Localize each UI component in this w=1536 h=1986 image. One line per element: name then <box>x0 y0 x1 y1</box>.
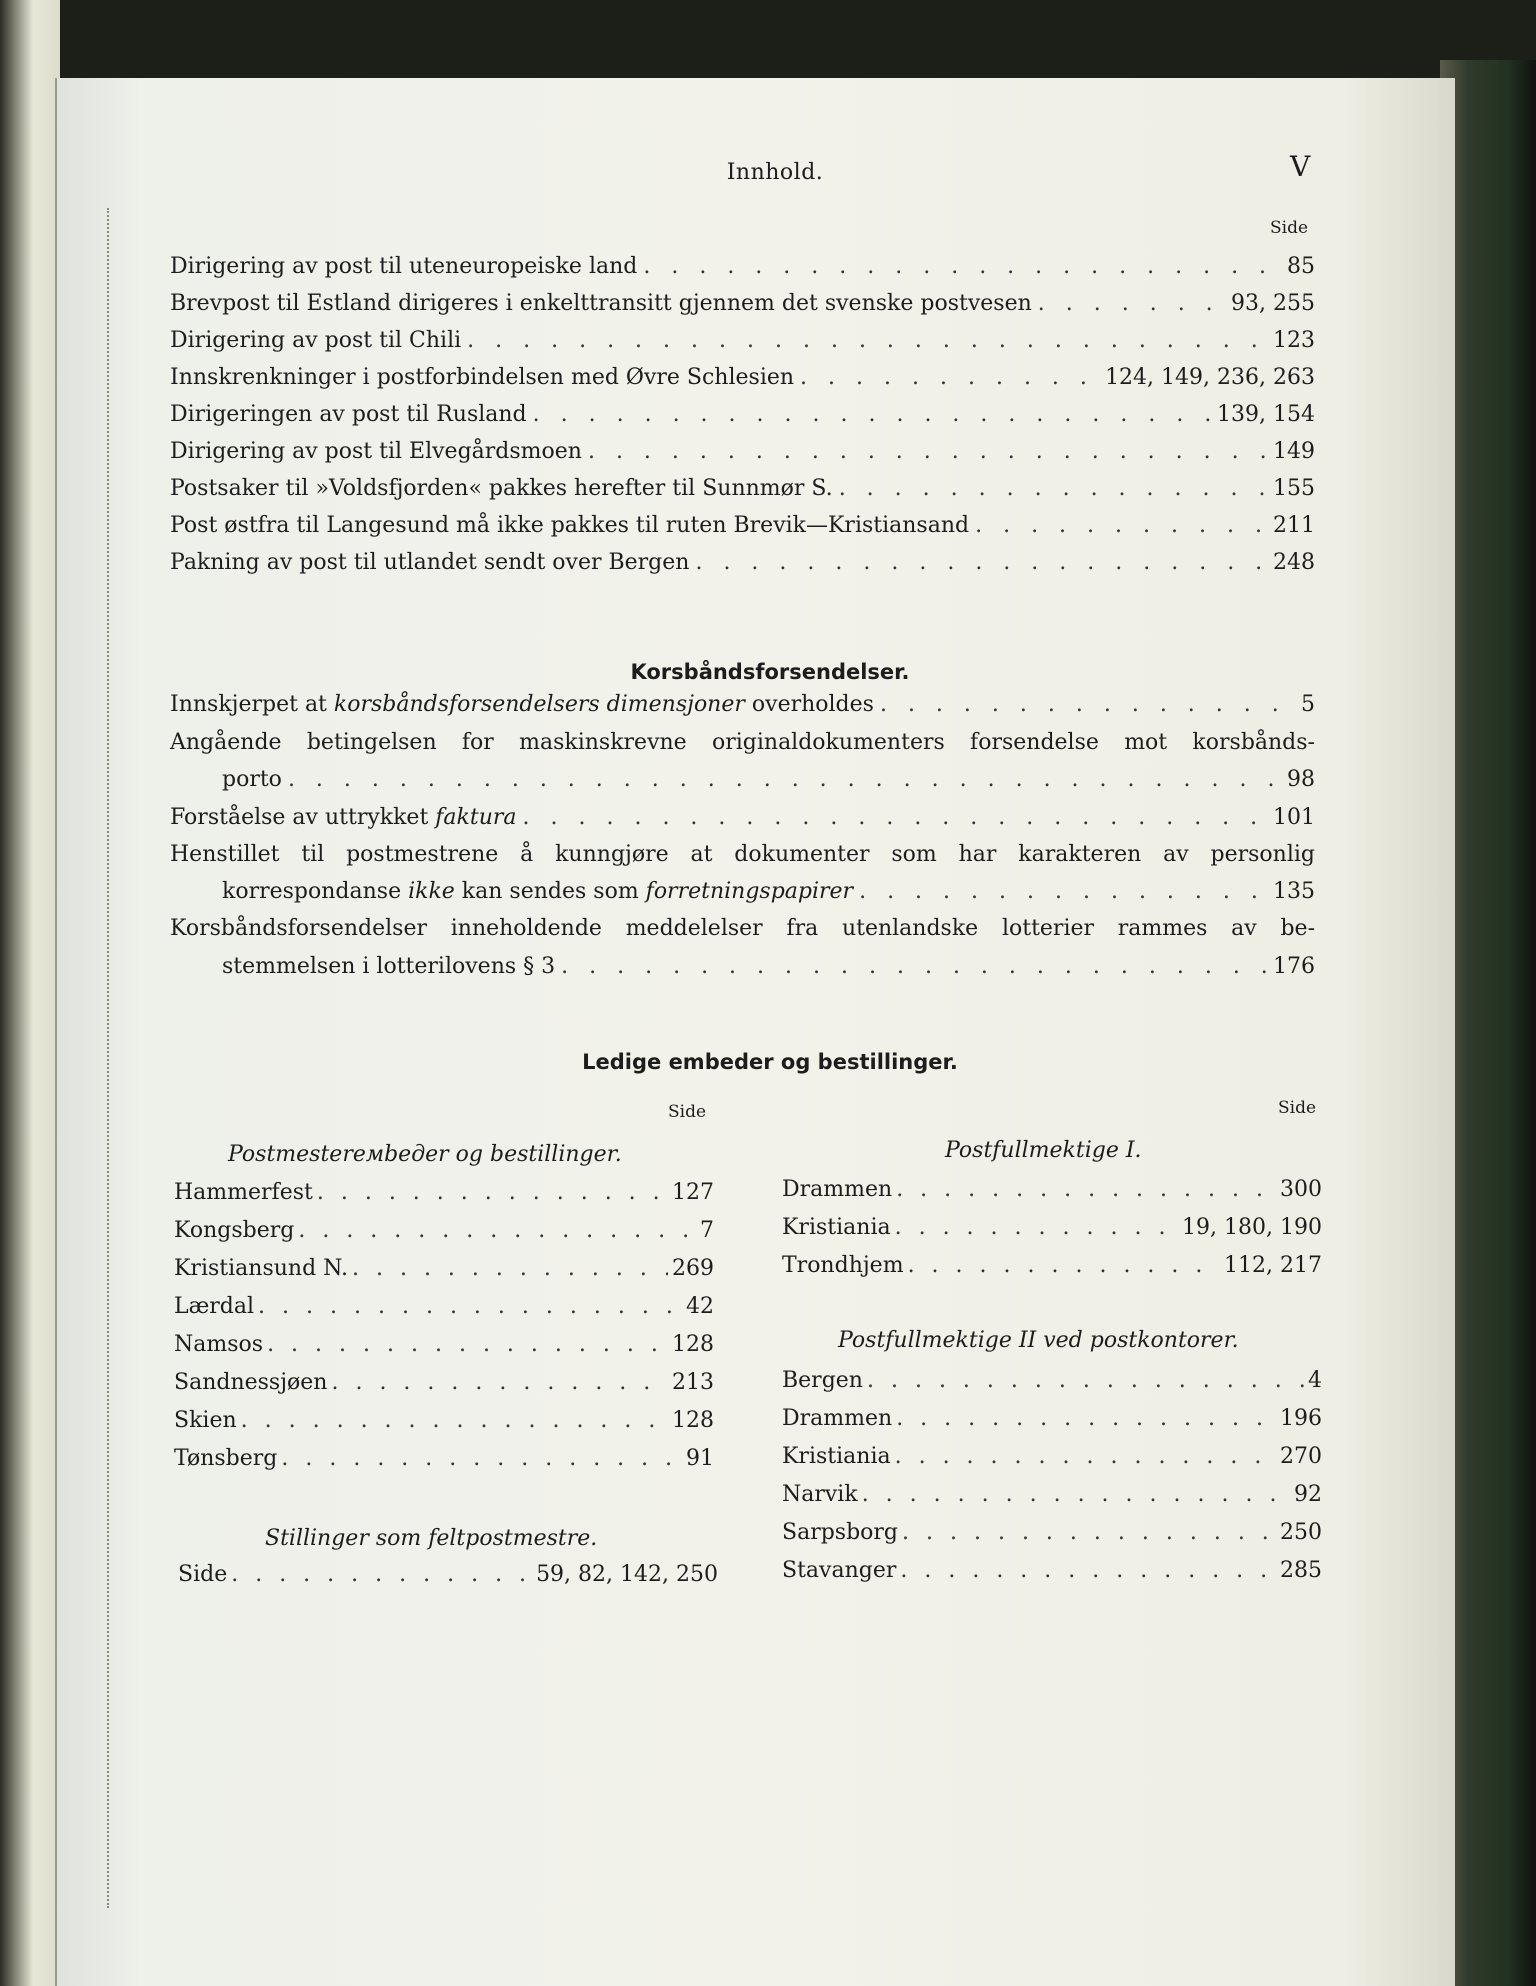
list-item: Kristiansund N. . . . 269 <box>174 1254 714 1284</box>
right-side-label: Side <box>1278 1098 1317 1118</box>
list-item: Kristiania . . . 19, 180, 190 <box>782 1213 1322 1243</box>
toc-entry: Innskjerpet at korsbåndsforsendelsers dimensjoner overholdes . . . 5 <box>170 690 1315 720</box>
left-side-label: Side <box>668 1102 707 1122</box>
page-number: V <box>1290 150 1311 183</box>
toc-entry: korrespondanse ikke kan sendes som forretningspapirer . . . 135 <box>222 877 1315 907</box>
toc-entry: Dirigeringen av post til Rusland . . . 139, 154 <box>170 400 1315 430</box>
left-subheading: Postmestereмbeдer og bestillinger. <box>228 1142 622 1167</box>
toc-entry: stemmelsen i lotterilovens § 3 . . . 176 <box>222 952 1315 982</box>
toc-entry: Dirigering av post til Chili . . . 123 <box>170 326 1315 356</box>
list-item: Kristiania . . . 270 <box>782 1442 1322 1472</box>
toc-entry: Brevpost til Estland dirigeres i enkelttransitt gjennem det svenske postvesen . . . 93, 255 <box>170 289 1315 319</box>
list-item: Trondhjem . . . 112, 217 <box>782 1251 1322 1281</box>
toc-entry: Dirigering av post til Elvegårdsmoen . . . 149 <box>170 437 1315 467</box>
right-subheading-2: Postfullmektige II ved postkontorer. <box>838 1328 1239 1353</box>
list-item: Narvik . . . 92 <box>782 1480 1322 1510</box>
toc-entry: Pakning av post til utlandet sendt over Bergen . . . 248 <box>170 548 1315 578</box>
list-item: Namsos . . . 128 <box>174 1330 714 1360</box>
toc-entry: Post østfra til Langesund må ikke pakkes til ruten Brevik—Kristiansand . . . 211 <box>170 511 1315 541</box>
list-item: Side . . . 59, 82, 142, 250 <box>178 1560 718 1590</box>
list-item: Tønsberg . . . 91 <box>174 1444 714 1474</box>
toc-entry: Postsaker til »Voldsfjorden« pakkes herefter til Sunnmør S. . . . 155 <box>170 474 1315 504</box>
toc-entry: Dirigering av post til uteneuropeiske land . . . 85 <box>170 252 1315 282</box>
running-head: Innhold. <box>726 160 824 185</box>
list-item: Drammen . . . 196 <box>782 1404 1322 1434</box>
binding-stitch <box>107 208 115 1908</box>
list-item: Bergen . . . 4 <box>782 1366 1322 1396</box>
section-heading-korsband: Korsbåndsforsendelser. <box>630 660 910 684</box>
toc-entry: Innskrenkninger i postforbindelsen med Øvre Schlesien . . . 124, 149, 236, 263 <box>170 363 1315 393</box>
side-column-label: Side <box>1270 218 1309 238</box>
toc-entry-line: Henstillet til postmestrene å kunngjøre at dokumenter som har karakteren av personlig <box>170 842 1315 867</box>
list-item: Lærdal . . . 42 <box>174 1292 714 1322</box>
toc-entry-line: Korsbåndsforsendelser inneholdende meddelelser fra utenlandske lotterier rammes av be- <box>170 916 1315 941</box>
list-item: Hammerfest . . . 127 <box>174 1178 714 1208</box>
left-subheading-2: Stillinger som feltpostmestre. <box>265 1526 598 1551</box>
list-item: Skien . . . 128 <box>174 1406 714 1436</box>
list-item: Drammen . . . 300 <box>782 1175 1322 1205</box>
list-item: Stavanger . . . 285 <box>782 1556 1322 1586</box>
toc-entry: porto . . . 98 <box>222 765 1315 795</box>
toc-entry: Forståelse av uttrykket faktura . . . 101 <box>170 803 1315 833</box>
list-item: Sarpsborg . . . 250 <box>782 1518 1322 1548</box>
section-heading-ledige: Ledige embeder og bestillinger. <box>582 1050 958 1074</box>
right-subheading: Postfullmektige I. <box>945 1138 1142 1163</box>
list-item: Sandnessjøen . . . 213 <box>174 1368 714 1398</box>
list-item: Kongsberg . . . 7 <box>174 1216 714 1246</box>
book-binding-left <box>0 0 60 1986</box>
toc-entry-line: Angående betingelsen for maskinskrevne originaldokumenters forsendelse mot korsbånds- <box>170 730 1315 755</box>
